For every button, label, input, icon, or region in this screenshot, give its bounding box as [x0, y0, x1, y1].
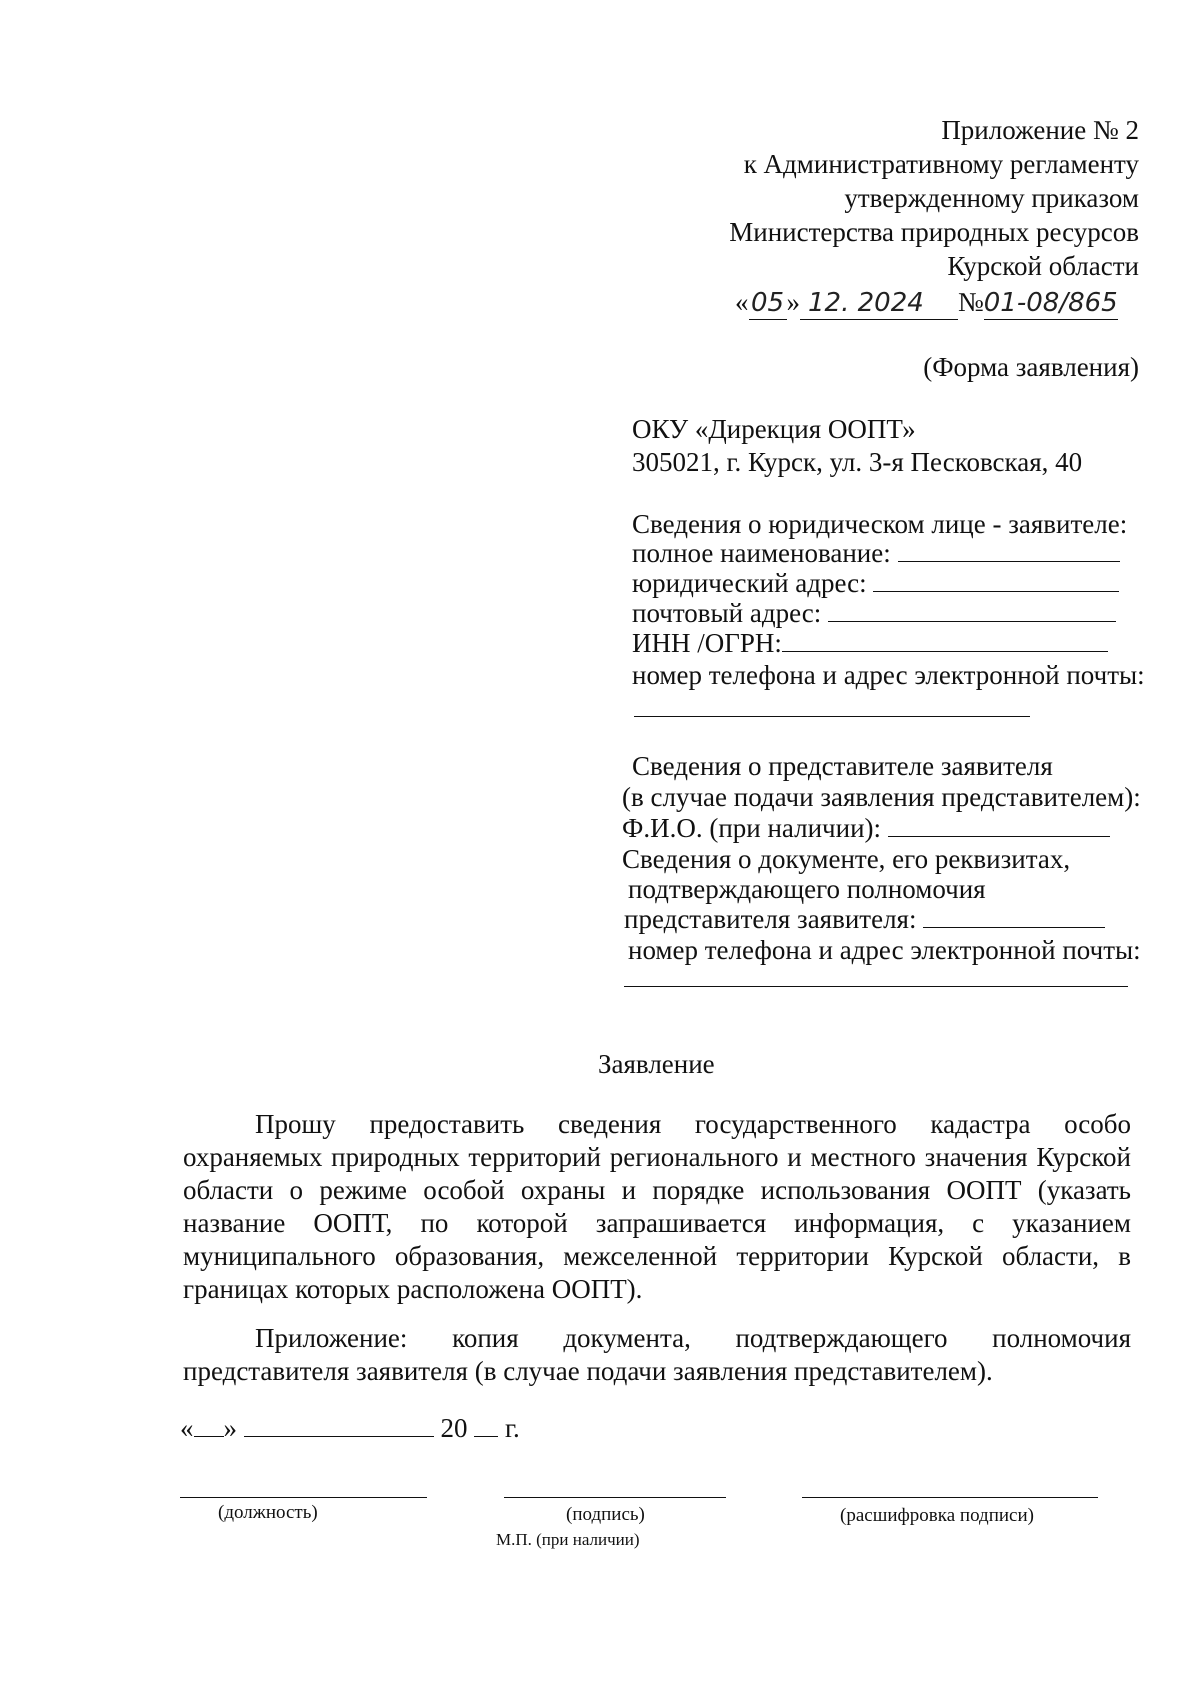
form-note: (Форма заявления)	[923, 352, 1139, 382]
year-blank	[474, 1414, 498, 1437]
order-date-number	[735, 286, 1118, 320]
legal-entity-full-name	[632, 537, 1120, 569]
date-close: »	[223, 1413, 237, 1443]
representative-note: (в случае подачи заявления представителем):	[622, 782, 1141, 812]
position-line	[180, 1497, 427, 1498]
legal-address-label: юридический адрес:	[632, 568, 867, 598]
representative-heading: Сведения о представителе заявителя	[632, 751, 1053, 781]
decoding-line	[802, 1497, 1098, 1498]
full-name-blank	[898, 539, 1120, 562]
legal-address-blank	[873, 569, 1119, 592]
representative-doc-line-2: подтверждающего полномочия	[628, 874, 986, 904]
inn-ogrn-blank	[782, 629, 1108, 652]
legal-entity-phone-email-blank	[634, 716, 1030, 717]
appendix-line-4: Министерства природных ресурсов	[729, 217, 1139, 247]
doc-blank	[923, 905, 1105, 928]
legal-entity-legal-address	[632, 567, 1119, 599]
day-blank	[194, 1414, 224, 1437]
fio-label: Ф.И.О. (при наличии):	[622, 813, 882, 843]
position-caption: (должность)	[218, 1502, 318, 1523]
date-line	[180, 1412, 520, 1444]
request-body: Прошу предоставить сведения государственного кадастра особо охраняемых природных территорий регионального и местного значения Курской области о режиме особой охраны и порядке использования ООПТ (указать название ООПТ, по которой запрашивается информация, с указанием муниципального образования, межселенной территории Курской области, в границах которых расположена ООПТ).	[183, 1109, 1131, 1304]
decoding-caption: (расшифровка подписи)	[840, 1505, 1034, 1526]
representative-phone-email-blank	[624, 986, 1128, 987]
date-close-quote: »	[786, 287, 800, 317]
full-name-label: полное наименование:	[632, 538, 891, 568]
postal-address-blank	[828, 599, 1116, 622]
representative-doc-line-3	[624, 903, 1105, 935]
legal-entity-heading: Сведения о юридическом лице - заявителе:	[632, 509, 1128, 539]
date-open: «	[180, 1413, 194, 1443]
representative-fio	[622, 812, 1110, 844]
order-number-handwritten: 01-08/865	[983, 288, 1118, 318]
signature-line	[504, 1497, 726, 1498]
month-blank	[244, 1414, 434, 1437]
signature-caption: (подпись)	[566, 1504, 645, 1525]
doc-line-3-label: представителя заявителя:	[624, 904, 917, 934]
legal-entity-inn-ogrn	[632, 627, 1108, 659]
document-title: Заявление	[598, 1049, 715, 1079]
appendix-title: Приложение № 2	[941, 115, 1139, 145]
legal-entity-postal-address	[632, 597, 1116, 629]
year-suffix: г.	[505, 1413, 520, 1443]
date-day-handwritten: 05	[749, 287, 787, 320]
date-open-quote: «	[735, 287, 749, 317]
fio-blank	[888, 814, 1110, 837]
appendix-line-2: к Административному регламенту	[743, 149, 1139, 179]
stamp-caption: М.П. (при наличии)	[496, 1530, 640, 1549]
date-month-year-handwritten: 12. 2024	[800, 287, 958, 320]
representative-doc-line-1: Сведения о документе, его реквизитах,	[622, 844, 1071, 874]
number-sign: №	[958, 287, 984, 317]
attachment-text: Приложение: копия документа, подтверждающего полномочия представителя заявителя (в случае подачи заявления представителем).	[183, 1323, 1131, 1386]
addressee-name: ОКУ «Дирекция ООПТ»	[632, 414, 916, 444]
year-prefix: 20	[440, 1413, 468, 1443]
appendix-line-3: утвержденному приказом	[844, 183, 1139, 213]
legal-entity-phone-email: номер телефона и адрес электронной почты:	[632, 660, 1145, 690]
addressee-address: 305021, г. Курск, ул. 3-я Песковская, 40	[632, 447, 1083, 477]
inn-ogrn-label: ИНН /ОГРН:	[632, 628, 782, 658]
appendix-line-5: Курской области	[947, 251, 1139, 281]
postal-address-label: почтовый адрес:	[632, 598, 822, 628]
representative-phone-email: номер телефона и адрес электронной почты:	[628, 935, 1141, 965]
